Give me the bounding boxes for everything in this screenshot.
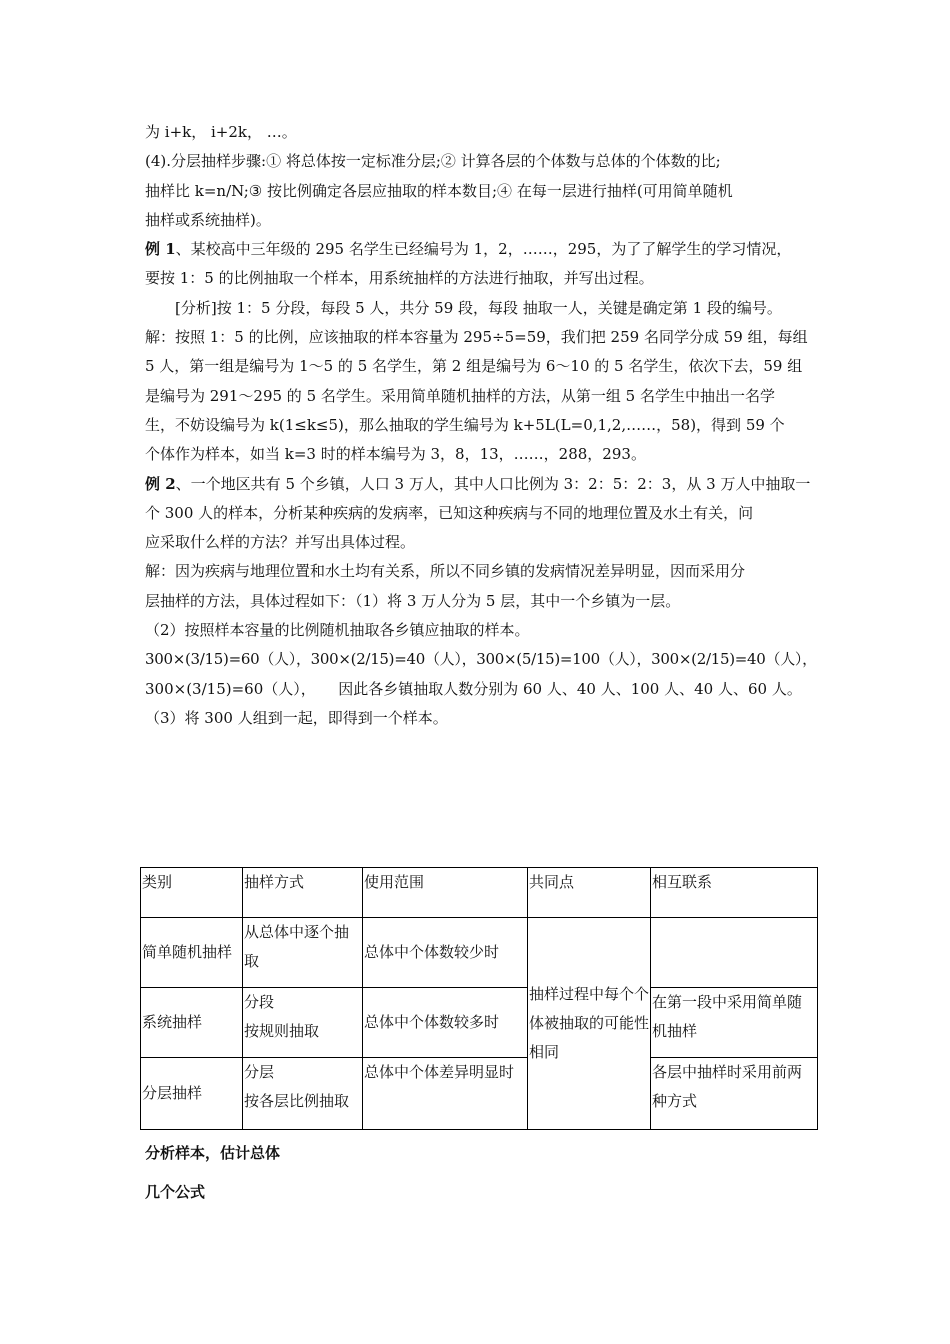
table-row [141, 988, 818, 1058]
table-row [141, 1058, 818, 1130]
table-cell: 总体中个体数较少时 [363, 918, 528, 988]
solution-line: 个体作为样本，如当 k=3 时的样本编号为 3，8，13，……，288，293。 [145, 445, 646, 464]
sampling-table [140, 867, 818, 1130]
table-cell: 从总体中逐个抽取 [243, 918, 363, 988]
text-line: (4).分层抽样步骤:① 将总体按一定标准分层;② 计算各层的个体数与总体的个体数的比; [145, 152, 721, 171]
table-cell: 分段 按规则抽取 [243, 988, 363, 1058]
text-line: 抽样或系统抽样)。 [145, 210, 271, 229]
table-cell: 分层抽样 [141, 1058, 243, 1130]
table-header-row [141, 868, 818, 918]
example-2-text: 、一个地区共有 5 个乡镇，人口 3 万人，其中人口比例为 3：2：5：2：3，从 3 万人中抽取一 [175, 474, 811, 493]
table-cell: 系统抽样 [141, 988, 243, 1058]
example-1-line [145, 235, 835, 264]
table-cell: 总体中个体差异明显时 [363, 1058, 528, 1130]
table-header: 抽样方式 [243, 868, 363, 918]
solution-line: 解：因为疾病与地理位置和水土均有关系，所以不同乡镇的发病情况差异明显，因而采用分 [145, 562, 746, 581]
text-line: 为 i+k， i+2k， …。 [145, 123, 297, 141]
example-1-label: 例 1 [145, 240, 176, 259]
solution-line: （3）将 300 人组到一起，即得到一个样本。 [145, 708, 448, 727]
table-cell: 在第一段中采用简单随机抽样 [651, 988, 818, 1058]
table-row [141, 918, 818, 988]
table-header: 类别 [141, 868, 243, 918]
solution-line: 生，不妨设编号为 k(1≤k≤5)，那么抽取的学生编号为 k+5L(L=0,1,2,……，58)，得到 59 个 [145, 415, 785, 434]
example-2-label: 例 2 [145, 474, 176, 493]
text-line: 要按 1：5 的比例抽取一个样本，用系统抽样的方法进行抽取，并写出过程。 [145, 269, 654, 288]
table-header: 使用范围 [363, 868, 528, 918]
text-line: 抽样比 k=n/N;③ 按比例确定各层应抽取的样本数目;④ 在每一层进行抽样(可用简单随机 [145, 181, 733, 200]
solution-line: （2）按照样本容量的比例随机抽取各乡镇应抽取的样本。 [145, 621, 530, 640]
example-2-line [145, 470, 835, 499]
solution-line: 是编号为 291～295 的 5 名学生。采用简单随机抽样的方法，从第一组 5 名学生中抽出一名学 [145, 386, 775, 405]
table-header: 共同点 [528, 868, 651, 918]
table-header: 相互联系 [651, 868, 818, 918]
table-cell: 总体中个体数较多时 [363, 988, 528, 1058]
solution-line: 300×(3/15)=60（人）， 因此各乡镇抽取人数分别为 60 人、40 人、100 人、40 人、60 人。 [145, 679, 802, 698]
section-heading: 分析样本，估计总体 [145, 1144, 281, 1162]
solution-line: 300×(3/15)=60（人），300×(2/15)=40（人），300×(5/15)=100（人），300×(2/15)=40（人）， [145, 650, 817, 669]
table-cell: 简单随机抽样 [141, 918, 243, 988]
table-cell: 各层中抽样时采用前两种方式 [651, 1058, 818, 1130]
solution-line: 层抽样的方法，具体过程如下：（1）将 3 万人分为 5 层，其中一个乡镇为一层。 [145, 591, 681, 610]
table-cell [651, 918, 818, 988]
table-cell: 分层 按各层比例抽取 [243, 1058, 363, 1130]
solution-line: 5 人，第一组是编号为 1～5 的 5 名学生，第 2 组是编号为 6～10 的 5 名学生，依次下去，59 组 [145, 357, 803, 376]
table-cell-common: 抽样过程中每个个体被抽取的可能性相同 [528, 918, 651, 1130]
text-line: 个 300 人的样本，分析某种疾病的发病率，已知这种疾病与不同的地理位置及水土有关，问 [145, 503, 754, 522]
analysis-line: [分析]按 1：5 分段，每段 5 人，共分 59 段，每段 抽取一人，关键是确定第 1 段的编号。 [175, 298, 782, 317]
text-line: 应采取什么样的方法？并写出具体过程。 [145, 533, 416, 552]
solution-line: 解：按照 1：5 的比例，应该抽取的样本容量为 295÷5=59，我们把 259 名同学分成 59 组，每组 [145, 328, 808, 347]
section-heading: 几个公式 [145, 1183, 206, 1201]
example-1-text: 、某校高中三年级的 295 名学生已经编号为 1，2，……，295，为了了解学生的学习情况， [175, 240, 792, 259]
page-body [145, 118, 835, 733]
